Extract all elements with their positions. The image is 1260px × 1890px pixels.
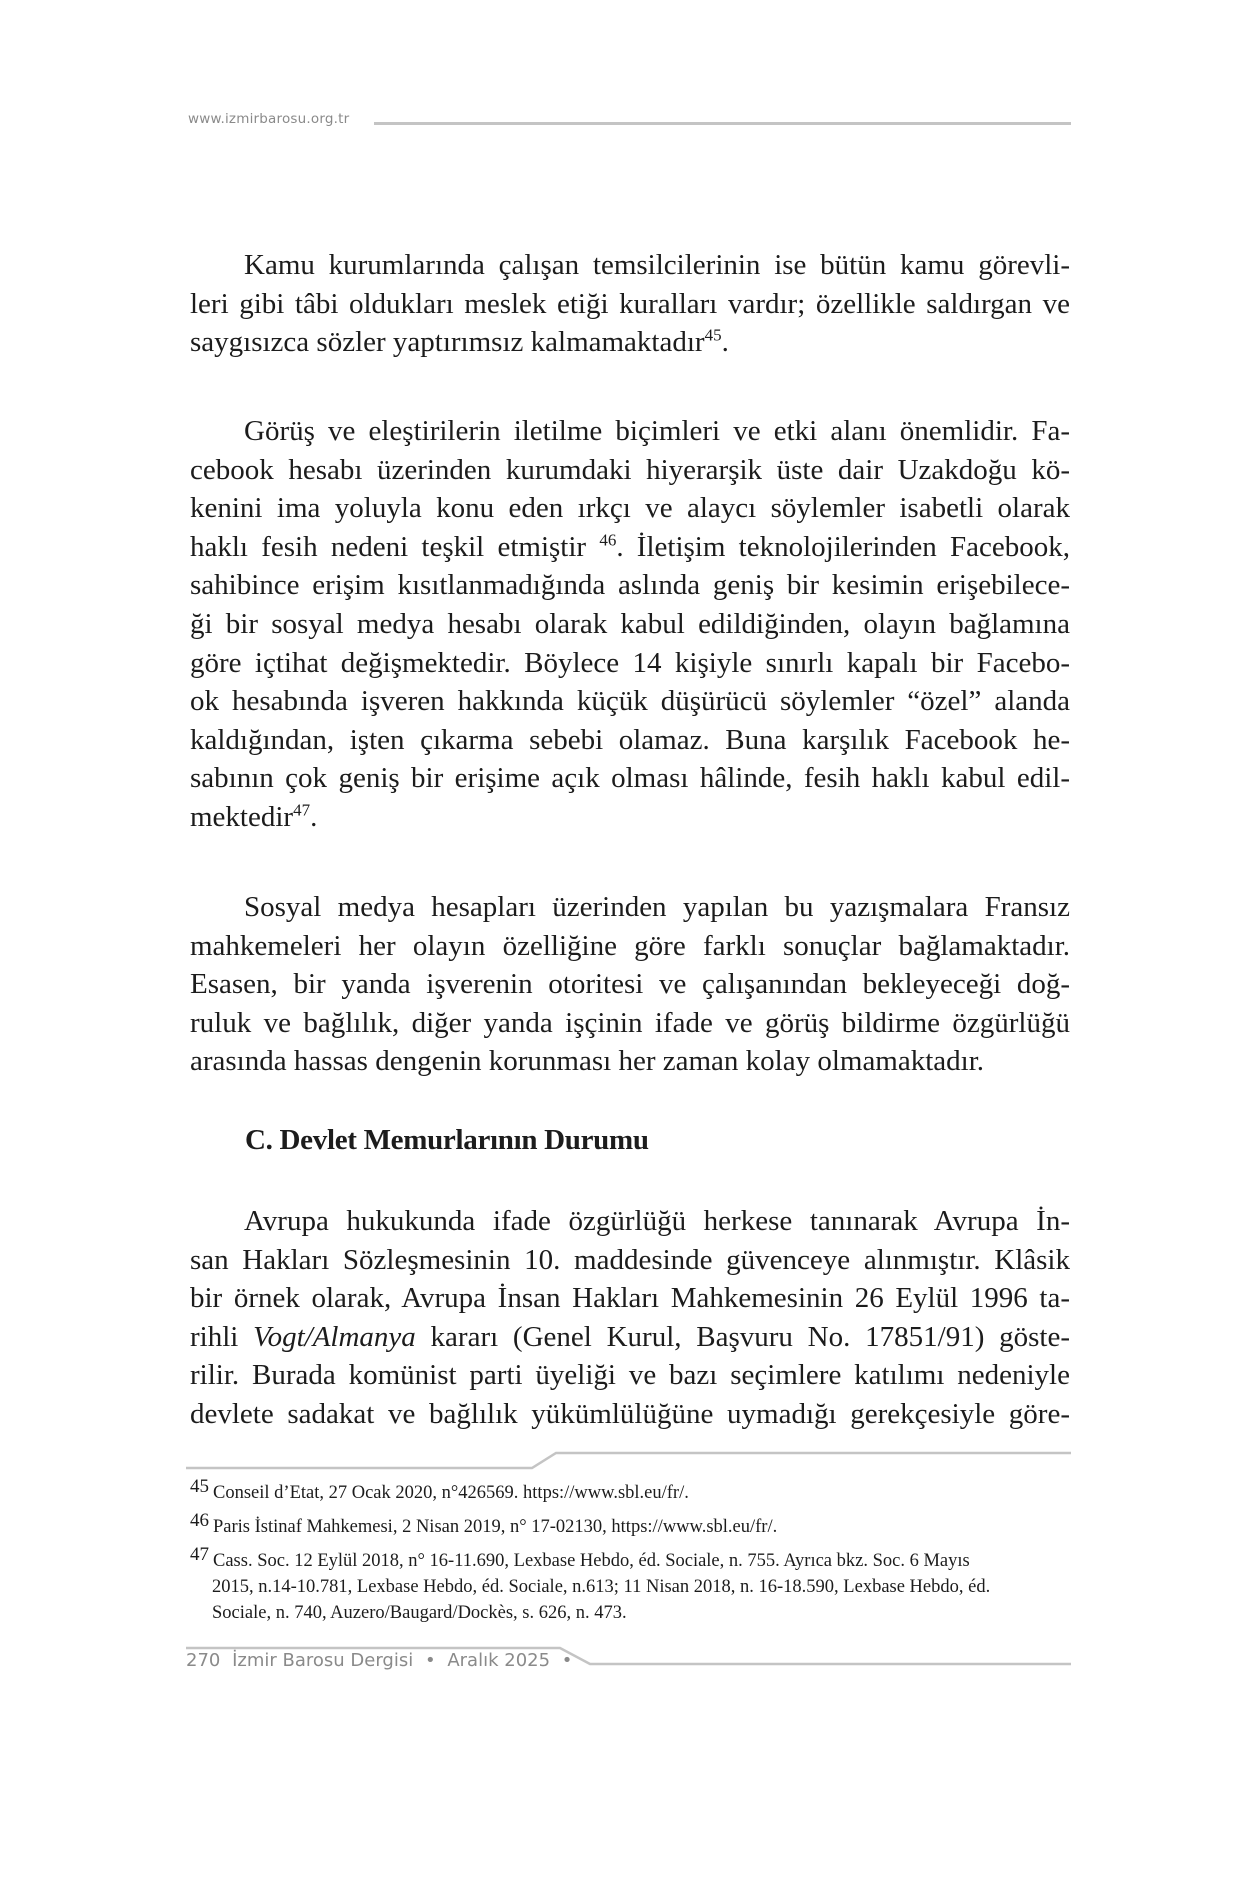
text-line: Esasen, bir yanda işverenin otoritesi ve çalışanından bekleyeceği doğ-: [190, 968, 1070, 1001]
text-line: Kamu kurumlarında çalışan temsilcilerinin ise bütün kamu görevli-: [244, 249, 1070, 281]
text-line: rihli Vogt/Almanya kararı (Genel Kurul, Başvuru No. 17851/91) göste-: [190, 1320, 1070, 1353]
text-line: göre içtihat değişmektedir. Böylece 14 kişiyle sınırlı kapalı bir Facebo-: [190, 646, 1070, 679]
bullet-separator: •: [561, 1650, 573, 1671]
section-heading: C. Devlet Memurlarının Durumu: [245, 1124, 649, 1156]
footnote-separator: [186, 1453, 1071, 1468]
text-line: ok hesabında işveren hakkında küçük düşürücü söylemler “özel” alanda: [190, 685, 1070, 718]
journal-name: İzmir Barosu Dergisi: [232, 1650, 414, 1671]
footnote-47: 47 Cass. Soc. 12 Eylül 2018, n° 16-11.690, Lexbase Hebdo, éd. Sociale, n. 755. Ayrıca bkz. Soc. 6 Mayıs 2015, n.14-10.781, Lexbase Hebdo, éd. Sociale, n.613; 11 Nisan 2018, n. 16-18.590, Lexbase Hebdo, éd. Sociale, n. 740, Auzero/Baugard/Dockès, s. 626, n. 473.: [190, 1544, 991, 1623]
text-line: Avrupa hukukunda ifade özgürlüğü herkese tanınarak Avrupa İn-: [244, 1205, 1070, 1237]
case-name-italic: Vogt/Almanya: [253, 1320, 416, 1353]
text-line: cebook hesabı üzerinden kurumdaki hiyerarşik üste dair Uzakdoğu kö-: [190, 453, 1070, 486]
text-line: haklı fesih nedeni teşkil etmiştir $^{46}$. İletişim teknolojilerinden Facebook,: [190, 530, 1070, 563]
footnote-ref-45[interactable]: 45: [704, 325, 722, 345]
page-number: 270: [186, 1650, 221, 1671]
text-line: sahibince erişim kısıtlanmadığında aslında geniş bir kesimin erişebilece-: [190, 569, 1070, 602]
footnotes: [190, 1476, 1070, 1626]
text-line: sabının çok geniş bir erişime açık olması hâlinde, fesih haklı kabul edil-: [190, 762, 1070, 795]
text-line: Görüş ve eleştirilerin iletilme biçimleri ve etki alanı önemlidir. Fa-: [244, 415, 1070, 447]
header-url: www.izmirbarosu.org.tr: [188, 111, 350, 127]
text-line: leri gibi tâbi oldukları meslek etiği kuralları vardır; özellikle saldırgan ve: [190, 287, 1070, 320]
text-line: arasında hassas dengenin korunması her zaman kolay olmamaktadır.: [190, 1045, 985, 1078]
footnote-46: 46 Paris İstinaf Mahkemesi, 2 Nisan 2019, n° 17-02130, https://www.sbl.eu/fr/.: [190, 1510, 778, 1537]
bullet-separator: •: [424, 1650, 436, 1671]
footnote-45: 45 Conseil d’Etat, 27 Ocak 2020, n°426569. https://www.sbl.eu/fr/.: [190, 1476, 689, 1503]
text-line: Sosyal medya hesapları üzerinden yapılan bu yazışmalara Fransız: [244, 891, 1070, 923]
footnote-ref-46[interactable]: 46: [599, 530, 617, 550]
text-line: ği bir sosyal medya hesabı olarak kabul edildiğinden, olayın bağlamına: [190, 607, 1070, 640]
text-line: devlete sadakat ve bağlılık yükümlülüğüne uymadığı gerekçesiyle göre-: [190, 1397, 1070, 1430]
text-line: mahkemeleri her olayın özelliğine göre farklı sonuçlar bağlamaktadır.: [190, 929, 1070, 962]
text-line: ruluk ve bağlılık, diğer yanda işçinin ifade ve görüş bildirme özgürlüğü: [190, 1006, 1070, 1039]
text-line: rilir. Burada komünist parti üyeliği ve bazı seçimlere katılımı nedeniyle: [190, 1359, 1070, 1392]
text-line: mektedir$^{47}$.: [190, 800, 318, 833]
text-line: kaldığından, işten çıkarma sebebi olamaz. Buna karşılık Facebook he-: [190, 723, 1070, 756]
text-line: san Hakları Sözleşmesinin 10. maddesinde güvenceye alınmıştır. Klâsik: [190, 1243, 1070, 1276]
text-line: saygısızca sözler yaptırımsız kalmamaktadır$^{45}$.: [190, 325, 729, 359]
text-line: bir örnek olarak, Avrupa İnsan Hakları Mahkemesinin 26 Eylül 1996 ta-: [190, 1282, 1070, 1315]
text-line: kenini ima yoluyla konu eden ırkçı ve alaycı söylemler isabetli olarak: [190, 492, 1070, 525]
footnote-ref-47[interactable]: 47: [293, 800, 311, 820]
issue-date: Aralık 2025: [447, 1650, 551, 1671]
page-footer: [186, 1650, 578, 1671]
